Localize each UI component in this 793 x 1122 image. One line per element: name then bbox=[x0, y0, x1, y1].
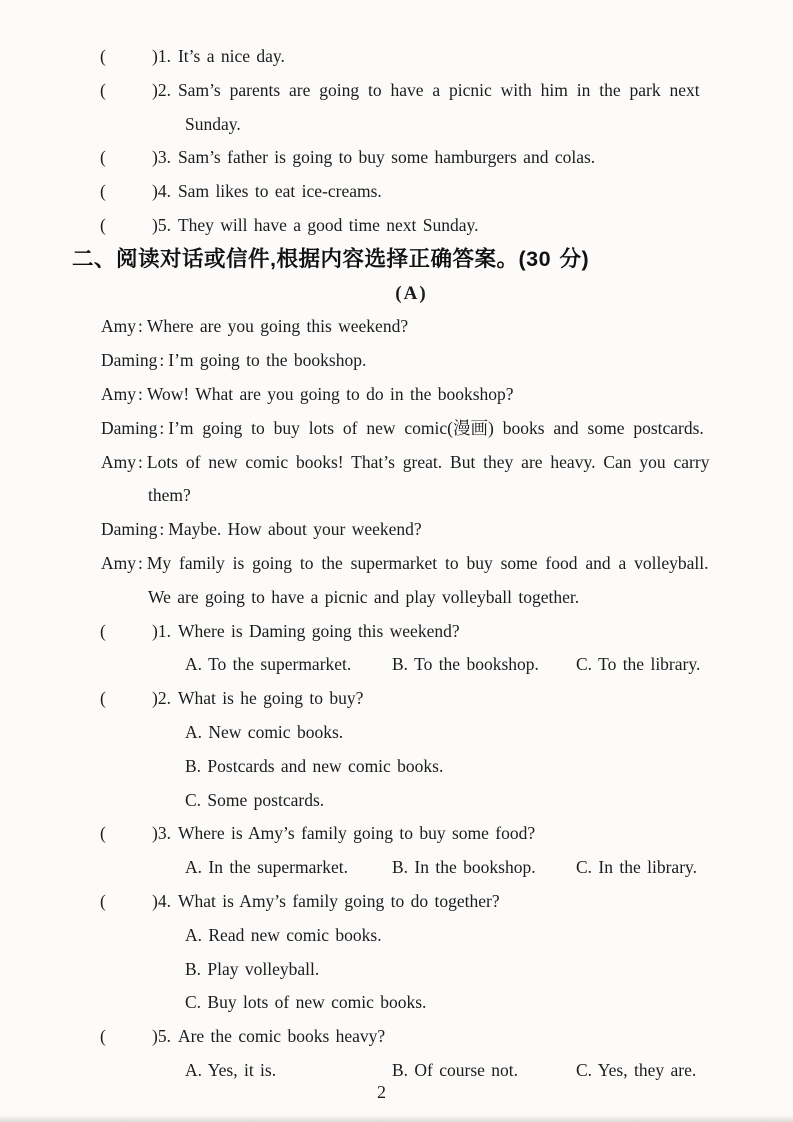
option-b: B. Play volleyball. bbox=[185, 958, 320, 979]
speaker-colon: : bbox=[138, 451, 143, 472]
tf-item-2-continuation bbox=[0, 108, 793, 142]
dialogue-text: Lots of new comic books! That’s great. But they are heavy. Can you carry bbox=[146, 451, 710, 472]
speaker-name: Daming bbox=[101, 519, 158, 540]
dialogue-text: Where are you going this weekend? bbox=[146, 316, 409, 337]
item-text: They will have a good time next Sunday. bbox=[177, 214, 479, 235]
question-4 bbox=[0, 885, 793, 919]
dialogue-text: I’m going to the bookshop. bbox=[168, 350, 367, 371]
question-text: What is Amy’s family going to do together? bbox=[177, 890, 500, 911]
speaker-name: Amy bbox=[101, 552, 136, 573]
question-marker: )5. bbox=[152, 1026, 171, 1047]
question-marker: )1. bbox=[152, 620, 171, 641]
item-text: Sam’s parents are going to have a picnic with him in the park next bbox=[177, 79, 700, 100]
speaker-name: Amy bbox=[101, 383, 136, 404]
item-marker: )5. bbox=[152, 214, 171, 235]
dialogue-line-1 bbox=[0, 310, 793, 344]
part-label-text: (A) bbox=[395, 282, 428, 304]
option-b: B. Postcards and new comic books. bbox=[185, 755, 444, 776]
dialogue-line-2 bbox=[0, 344, 793, 378]
answer-blank-paren: ( bbox=[100, 79, 106, 100]
dialogue-text-continuation: We are going to have a picnic and play volleyball together. bbox=[148, 586, 580, 607]
dialogue-text: Maybe. How about your weekend? bbox=[168, 519, 422, 540]
question-1-options bbox=[0, 648, 793, 682]
question-text: Where is Amy’s family going to buy some food? bbox=[177, 823, 536, 844]
question-text: Where is Daming going this weekend? bbox=[177, 620, 460, 641]
speaker-name: Amy bbox=[101, 316, 136, 337]
option-c: C. Some postcards. bbox=[185, 789, 325, 810]
item-text-continuation: Sunday. bbox=[185, 113, 241, 134]
dialogue-text: Wow! What are you going to do in the bookshop? bbox=[146, 383, 514, 404]
tf-item-3 bbox=[0, 141, 793, 175]
tf-item-1 bbox=[0, 40, 793, 74]
answer-blank-paren: ( bbox=[100, 620, 106, 641]
item-text: Sam’s father is going to buy some hamburgers and colas. bbox=[177, 147, 596, 168]
question-2-option-b bbox=[0, 750, 793, 784]
option-a: A. In the supermarket. bbox=[185, 857, 348, 878]
question-4-option-a bbox=[0, 919, 793, 953]
speaker-colon: : bbox=[138, 552, 143, 573]
question-marker: )3. bbox=[152, 823, 171, 844]
item-marker: )2. bbox=[152, 79, 171, 100]
question-5 bbox=[0, 1020, 793, 1054]
question-3-options bbox=[0, 851, 793, 885]
speaker-colon: : bbox=[138, 383, 143, 404]
tf-item-4 bbox=[0, 175, 793, 209]
answer-blank-paren: ( bbox=[100, 214, 106, 235]
question-1 bbox=[0, 615, 793, 649]
speaker-colon: : bbox=[159, 519, 165, 540]
option-a: A. New comic books. bbox=[185, 721, 344, 742]
option-b: B. Of course not. bbox=[392, 1059, 519, 1080]
question-2-option-c bbox=[0, 784, 793, 818]
item-marker: )1. bbox=[152, 46, 171, 66]
answer-blank-paren: ( bbox=[100, 1026, 106, 1047]
option-b: B. In the bookshop. bbox=[392, 857, 536, 878]
question-2-option-a bbox=[0, 716, 793, 750]
item-marker: )4. bbox=[152, 181, 171, 202]
tf-item-5 bbox=[0, 209, 793, 243]
dialogue-line-4 bbox=[0, 412, 793, 446]
tf-item-2 bbox=[0, 74, 793, 108]
section-heading-text: 二、阅读对话或信件,根据内容选择正确答案。(30 分) bbox=[72, 246, 590, 271]
question-marker: )4. bbox=[152, 890, 171, 911]
dialogue-line-3 bbox=[0, 378, 793, 412]
option-a: A. Read new comic books. bbox=[185, 924, 382, 945]
dialogue-line-6 bbox=[0, 513, 793, 547]
dialogue-line-5-continuation bbox=[0, 479, 793, 513]
option-c: C. Yes, they are. bbox=[576, 1059, 697, 1080]
item-marker: )3. bbox=[152, 147, 171, 168]
dialogue-text: My family is going to the supermarket to buy some food and a volleyball. bbox=[146, 552, 709, 573]
question-2 bbox=[0, 682, 793, 716]
speaker-colon: : bbox=[138, 316, 143, 337]
part-a-label bbox=[0, 277, 793, 311]
dialogue-line-7-continuation bbox=[0, 581, 793, 615]
answer-blank-paren: ( bbox=[100, 147, 106, 168]
item-text: It’s a nice day. bbox=[177, 46, 285, 66]
answer-blank-paren: ( bbox=[100, 688, 106, 709]
option-a: A. To the supermarket. bbox=[185, 654, 352, 675]
dialogue-text: I’m going to buy lots of new comic(漫画) books and some postcards. bbox=[168, 417, 704, 438]
option-b: B. To the bookshop. bbox=[392, 654, 539, 675]
question-text: What is he going to buy? bbox=[177, 688, 364, 709]
speaker-name: Daming bbox=[101, 417, 158, 438]
dialogue-line-7 bbox=[0, 547, 793, 581]
section-2-heading bbox=[0, 243, 793, 277]
question-marker: )2. bbox=[152, 688, 171, 709]
item-text: Sam likes to eat ice-creams. bbox=[177, 181, 382, 202]
option-c: C. To the library. bbox=[576, 654, 701, 675]
speaker-colon: : bbox=[159, 350, 165, 371]
question-3 bbox=[0, 817, 793, 851]
speaker-name: Amy bbox=[101, 451, 136, 472]
page-number: 2 bbox=[377, 1082, 386, 1102]
dialogue-line-5 bbox=[0, 446, 793, 480]
answer-blank-paren: ( bbox=[100, 181, 106, 202]
question-4-option-c bbox=[0, 986, 793, 1020]
option-c: C. Buy lots of new comic books. bbox=[185, 992, 427, 1013]
question-5-options bbox=[0, 1054, 793, 1088]
answer-blank-paren: ( bbox=[100, 46, 106, 66]
option-a: A. Yes, it is. bbox=[185, 1059, 277, 1080]
answer-blank-paren: ( bbox=[100, 890, 106, 911]
option-c: C. In the library. bbox=[576, 857, 698, 878]
question-text: Are the comic books heavy? bbox=[177, 1026, 386, 1047]
speaker-colon: : bbox=[159, 417, 165, 438]
question-4-option-b bbox=[0, 953, 793, 987]
speaker-name: Daming bbox=[101, 350, 158, 371]
dialogue-text-continuation: them? bbox=[148, 485, 191, 506]
answer-blank-paren: ( bbox=[100, 823, 106, 844]
scan-bottom-edge bbox=[0, 1115, 793, 1122]
